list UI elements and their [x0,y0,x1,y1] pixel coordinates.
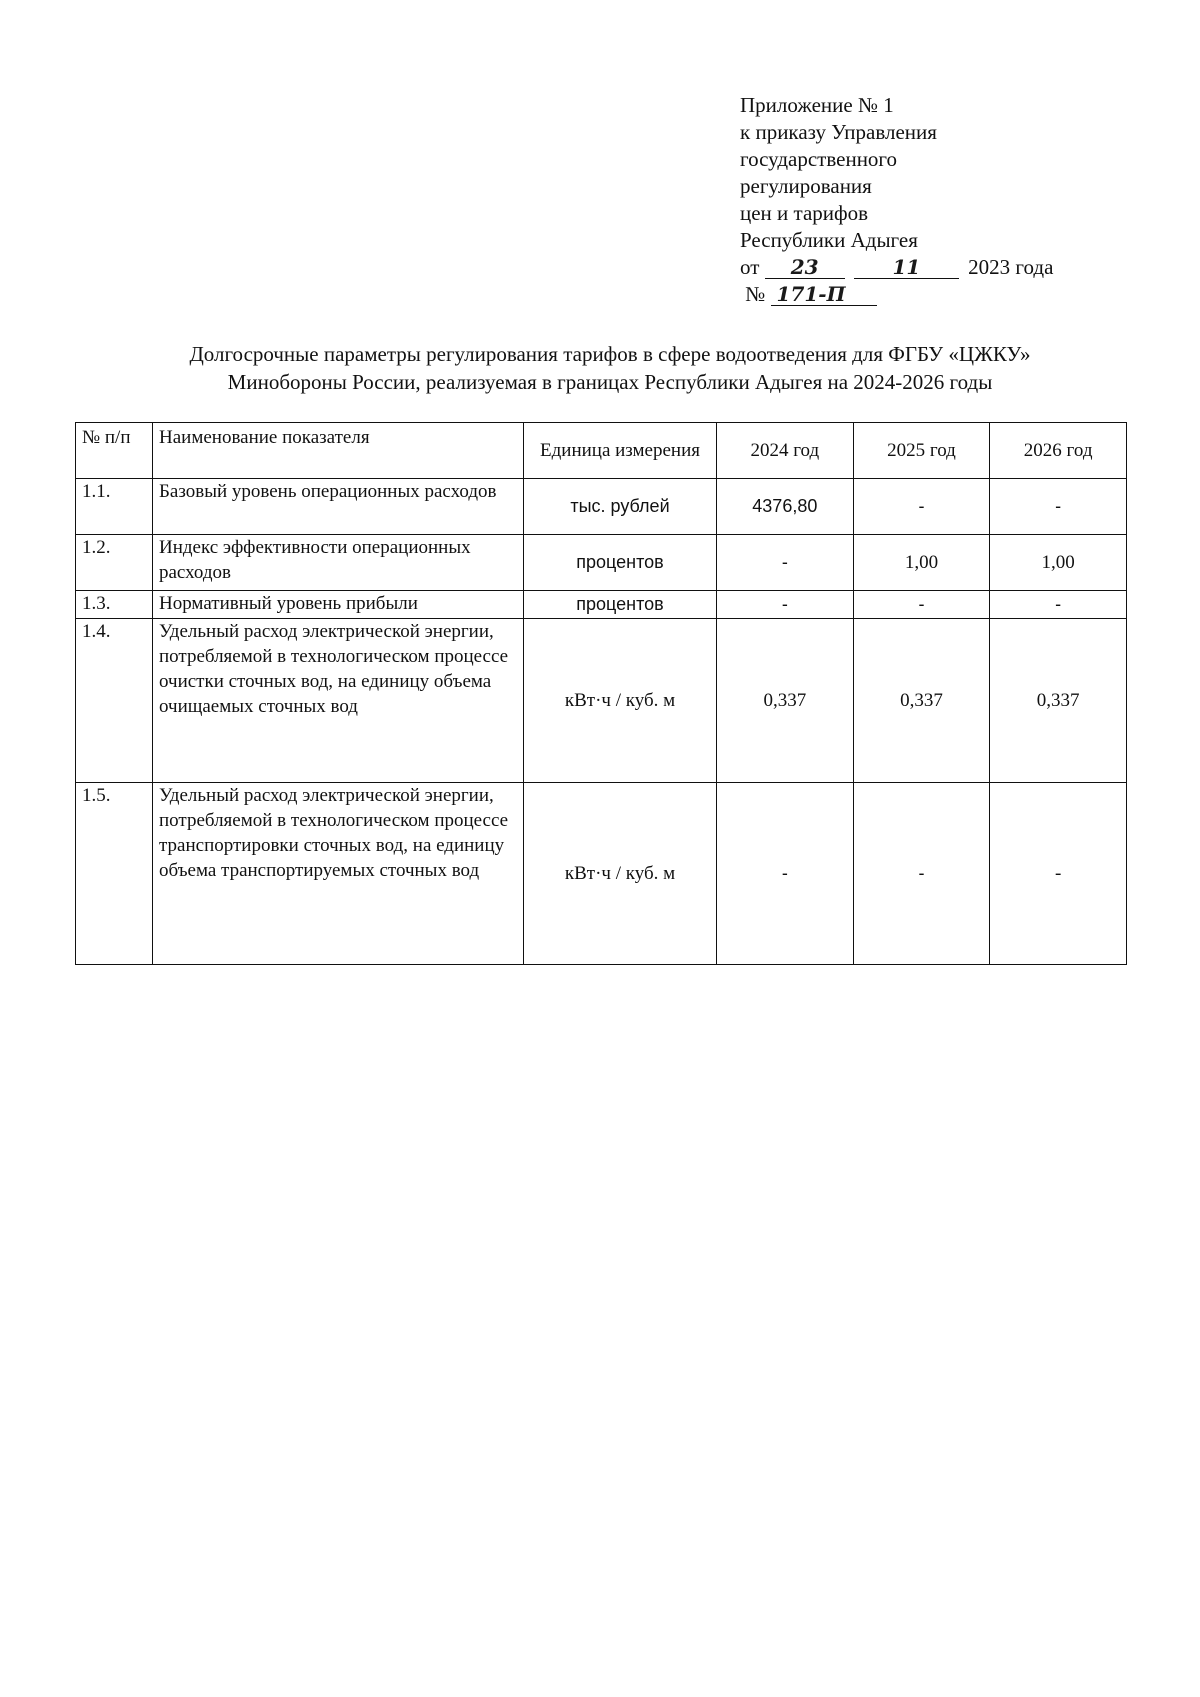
row-value-2024: - [717,591,854,619]
date-prefix: от [740,255,760,279]
row-name: Удельный расход электрической энергии, потребляемой в технологическом процессе транспортировки сточных вод, на единицу объема транспортируемых сточных вод [153,783,524,965]
number-prefix: № [745,282,766,306]
header-name: Наименование показателя [153,423,524,479]
row-value-2024: - [717,783,854,965]
row-unit: процентов [524,591,717,619]
row-unit: кВт·ч / куб. м [524,619,717,783]
handwritten-day: 23 [765,256,845,279]
header-2024: 2024 год [717,423,854,479]
row-value-2025: - [853,479,990,535]
order-number-line [740,281,1140,308]
row-value-2025: 0,337 [853,619,990,783]
date-year: 2023 года [968,255,1054,279]
handwritten-month: 11 [854,256,959,279]
row-value-2026: - [990,591,1127,619]
row-value-2024: - [717,535,854,591]
row-num: 1.1. [76,479,153,535]
title-line-1: Долгосрочные параметры регулирования тарифов в сфере водоотведения для ФГБУ «ЦЖКУ» [189,342,1031,366]
row-value-2025: 1,00 [853,535,990,591]
appendix-line-1: Приложение № 1 [740,93,894,117]
header-2025: 2025 год [853,423,990,479]
row-value-2025: - [853,783,990,965]
header-num: № п/п [76,423,153,479]
table-row [76,535,1127,591]
row-unit: процентов [524,535,717,591]
appendix-line-3: государственного [740,147,898,171]
row-num: 1.5. [76,783,153,965]
appendix-line-5: цен и тарифов [740,201,869,225]
row-value-2025: - [853,591,990,619]
row-value-2026: - [990,783,1127,965]
row-unit: тыс. рублей [524,479,717,535]
appendix-line-4: регулирования [740,174,872,198]
table-row [76,783,1127,965]
header-2026: 2026 год [990,423,1127,479]
table-row [76,591,1127,619]
row-value-2026: 1,00 [990,535,1127,591]
table-row [76,479,1127,535]
parameters-table [75,422,1127,965]
row-name: Индекс эффективности операционных расходов [153,535,524,591]
row-value-2026: 0,337 [990,619,1127,783]
row-name: Нормативный уровень прибыли [153,591,524,619]
row-value-2024: 4376,80 [717,479,854,535]
header-unit: Единица измерения [524,423,717,479]
document-title [110,340,1110,396]
appendix-block [740,92,1140,308]
order-date-line [740,254,1140,281]
row-num: 1.3. [76,591,153,619]
table-header-row [76,423,1127,479]
row-name: Базовый уровень операционных расходов [153,479,524,535]
appendix-line-6: Республики Адыгея [740,228,918,252]
title-line-2: Минобороны России, реализуемая в границах Республики Адыгея на 2024-2026 годы [227,370,993,394]
handwritten-order-number: 171-П [771,283,877,306]
appendix-line-2: к приказу Управления [740,120,937,144]
row-unit: кВт·ч / куб. м [524,783,717,965]
row-num: 1.2. [76,535,153,591]
row-name: Удельный расход электрической энергии, потребляемой в технологическом процессе очистки сточных вод, на единицу объема очищаемых сточных вод [153,619,524,783]
row-value-2024: 0,337 [717,619,854,783]
row-value-2026: - [990,479,1127,535]
row-num: 1.4. [76,619,153,783]
table-row [76,619,1127,783]
